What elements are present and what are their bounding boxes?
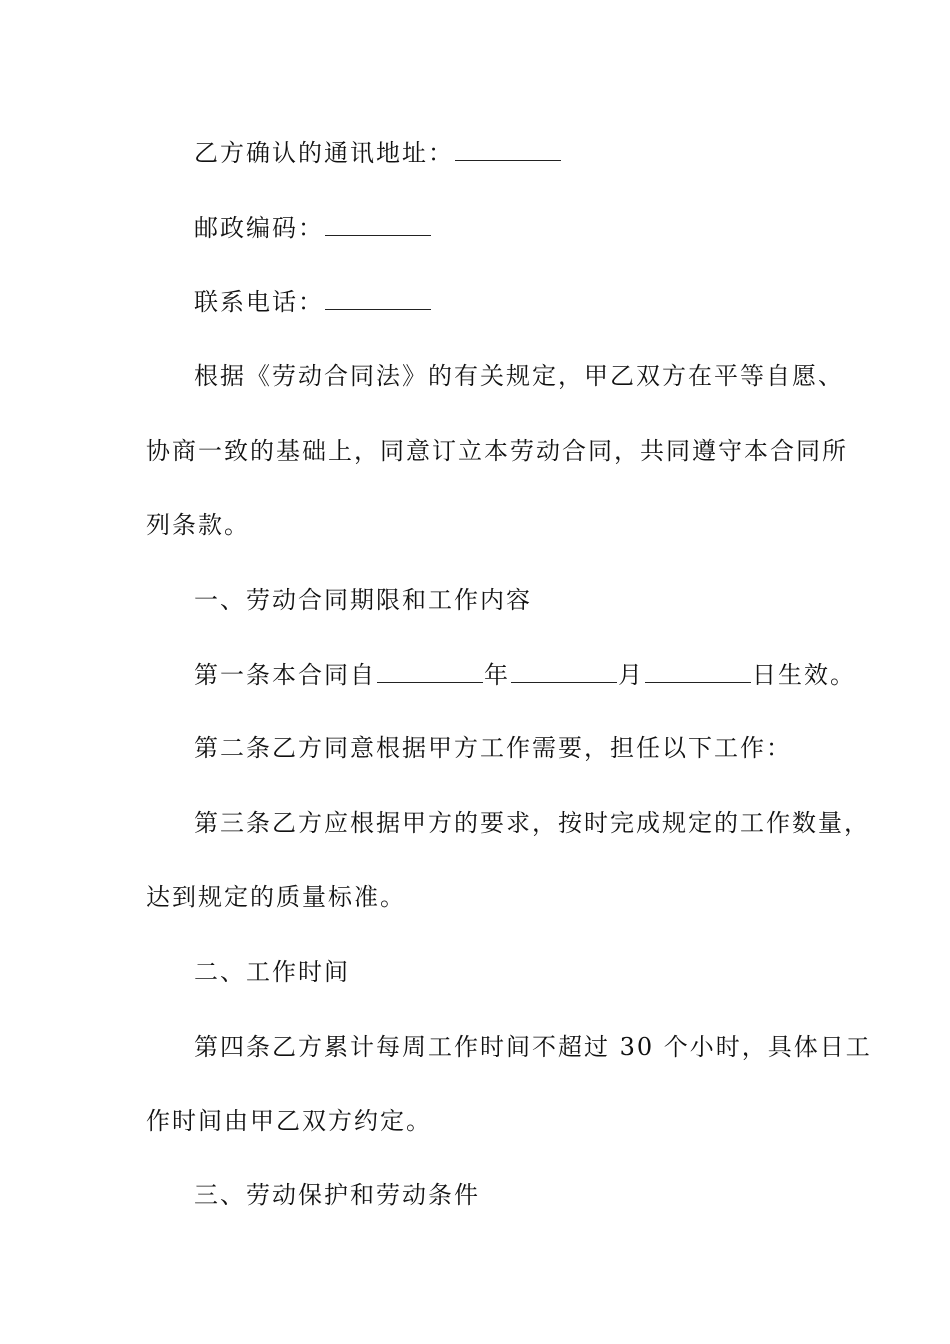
section-2-title: 二、工作时间: [194, 958, 350, 986]
phone-label: 联系电话：: [194, 288, 324, 316]
article-3-line-2: 达到规定的质量标准。: [146, 883, 406, 911]
postcode-line: [194, 212, 874, 244]
article-2-line: 第二条乙方同意根据甲方工作需要，担任以下工作：: [194, 734, 792, 762]
day-blank[interactable]: [645, 664, 751, 683]
article-1-suffix: 日生效。: [752, 661, 856, 689]
article-4-line-1: 第四条乙方累计每周工作时间不超过 30 个小时，具体日工: [194, 1033, 872, 1061]
section-3-title: 三、劳动保护和劳动条件: [194, 1181, 480, 1209]
article-1-line: [194, 659, 874, 691]
address-line: [194, 137, 874, 169]
intro-line-2: 协商一致的基础上，同意订立本劳动合同，共同遵守本合同所: [146, 437, 848, 465]
article-1-prefix: 第一条本合同自: [194, 661, 376, 689]
year-label: 年: [484, 661, 510, 689]
article-4-line-2: 作时间由甲乙双方约定。: [146, 1107, 432, 1135]
month-blank[interactable]: [511, 664, 617, 683]
phone-blank[interactable]: [325, 291, 431, 310]
section-1-title: 一、劳动合同期限和工作内容: [194, 586, 532, 614]
postcode-label: 邮政编码：: [194, 214, 324, 242]
intro-line-3: 列条款。: [146, 511, 250, 539]
phone-line: [194, 286, 874, 318]
month-label: 月: [618, 661, 644, 689]
postcode-blank[interactable]: [325, 217, 431, 236]
address-blank[interactable]: [455, 142, 561, 161]
intro-line-1: 根据《劳动合同法》的有关规定，甲乙双方在平等自愿、: [194, 362, 844, 390]
article-3-line-1: 第三条乙方应根据甲方的要求，按时完成规定的工作数量，: [194, 809, 870, 837]
year-blank[interactable]: [377, 664, 483, 683]
address-label: 乙方确认的通讯地址：: [194, 139, 454, 167]
